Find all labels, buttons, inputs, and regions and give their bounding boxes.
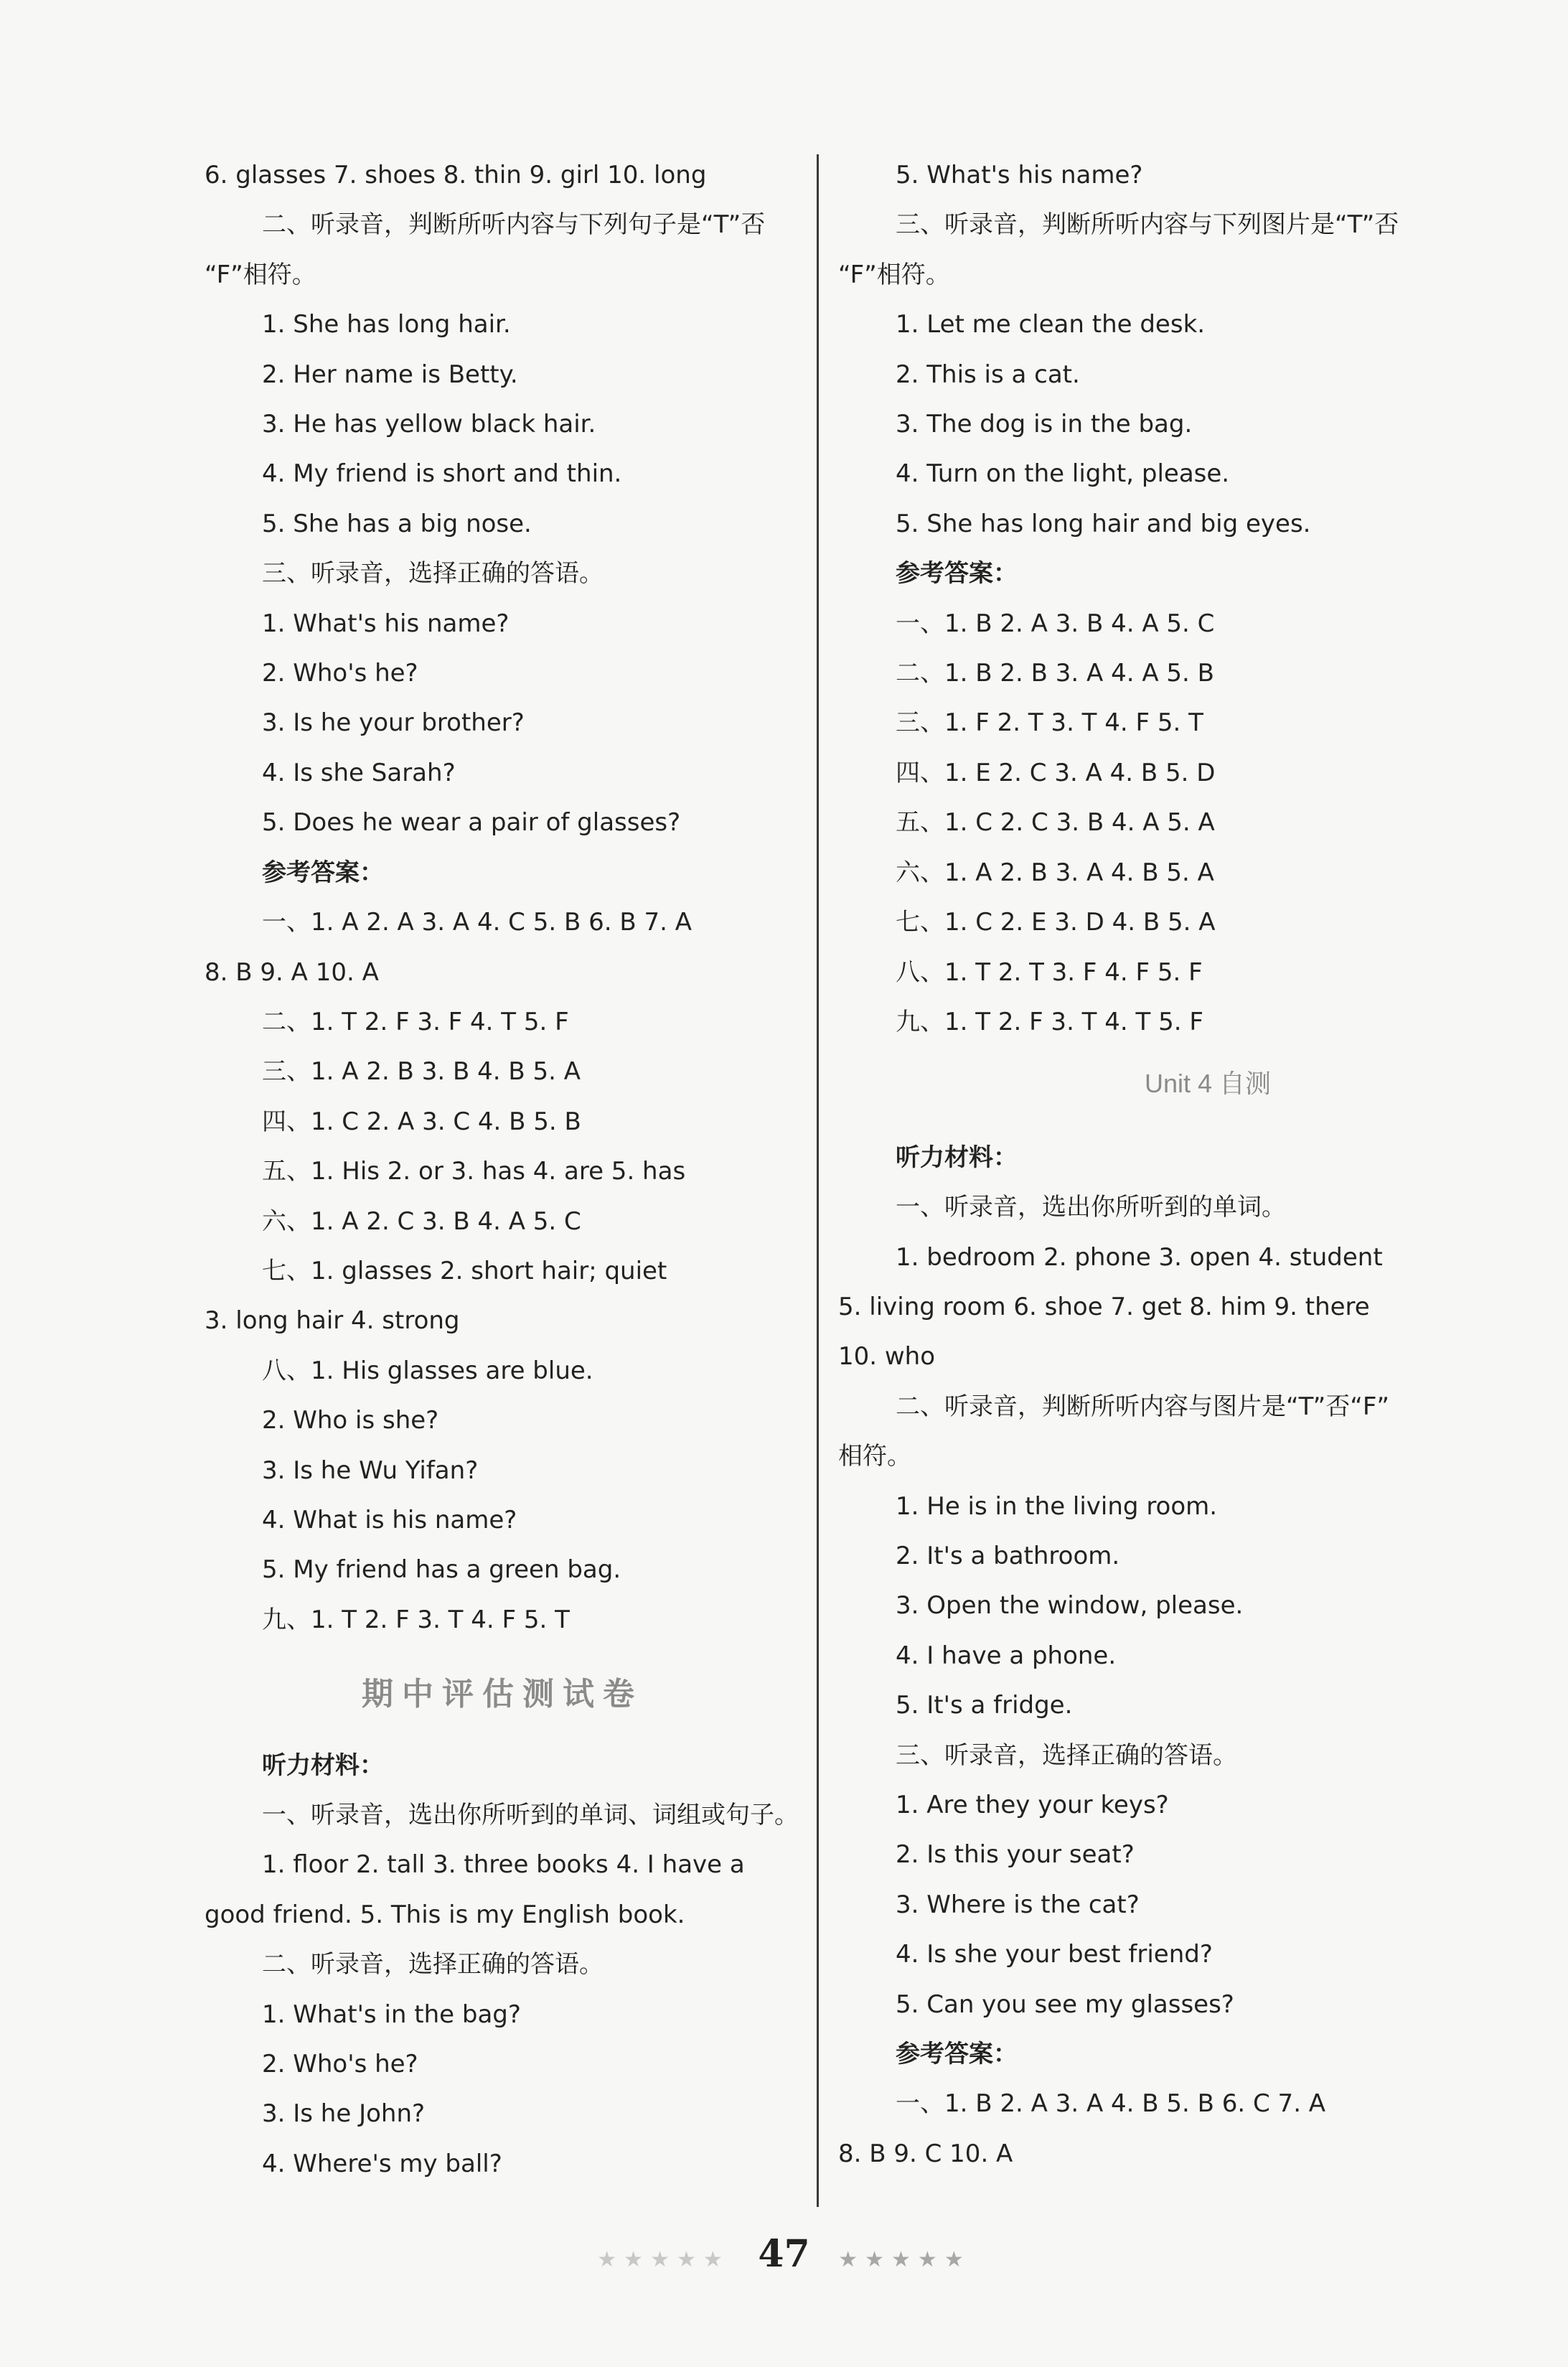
- answer-line: 3. long hair 4. strong: [205, 1306, 460, 1336]
- text-line: 4. Is she Sarah?: [262, 758, 456, 787]
- text-line: 3. The dog is in the bag.: [896, 410, 1193, 439]
- answer-line: 4. What is his name?: [262, 1505, 517, 1534]
- right-column: [838, 151, 1434, 2179]
- answer-line: 8. B 9. C 10. A: [838, 2139, 1013, 2168]
- answer-line: 二、1. B 2. B 3. A 4. A 5. B: [896, 659, 1214, 688]
- text-line: 一、听录音，选出你所听到的单词。: [896, 1193, 1286, 1222]
- text-line: 2. Who's he?: [262, 659, 418, 688]
- answer-line: 六、1. A 2. C 3. B 4. A 5. C: [262, 1206, 581, 1236]
- listening-heading: 听力材料：: [896, 1143, 1018, 1172]
- answer-heading: 参考答案：: [896, 2040, 1018, 2069]
- text-line: 相符。: [838, 1442, 911, 1471]
- section-title: 期中评估测试卷: [362, 1676, 643, 1713]
- text-line: 1. She has long hair.: [262, 310, 511, 339]
- text-line: 2. Her name is Betty.: [262, 360, 518, 389]
- answer-line: 5. My friend has a green bag.: [262, 1555, 621, 1585]
- text-line: 三、听录音，选择正确的答语。: [896, 1740, 1237, 1770]
- text-line: 1. What's his name?: [262, 609, 510, 638]
- text-line: 二、听录音，判断所听内容与图片是“T”否“F”: [896, 1392, 1390, 1421]
- text-line: 三、听录音，选择正确的答语。: [262, 559, 604, 589]
- text-line: 1. floor 2. tall 3. three books 4. I have a: [262, 1850, 745, 1880]
- answer-line: 二、1. T 2. F 3. F 4. T 5. F: [262, 1007, 569, 1036]
- text-line: “F”相符。: [205, 260, 316, 289]
- text-line: 二、听录音，选择正确的答语。: [262, 1950, 604, 1979]
- text-line: 4. Where's my ball?: [262, 2149, 502, 2178]
- answer-line: 四、1. E 2. C 3. A 4. B 5. D: [896, 758, 1216, 787]
- text-line: 2. Is this your seat?: [896, 1840, 1135, 1870]
- text-line: 二、听录音，判断所听内容与下列句子是“T”否: [262, 210, 766, 240]
- answer-line: 一、1. A 2. A 3. A 4. C 5. B 6. B 7. A: [262, 908, 693, 937]
- text-line: 5. living room 6. shoe 7. get 8. him 9. there: [838, 1292, 1370, 1321]
- text-line: 一、听录音，选出你所听到的单词、词组或句子。: [262, 1801, 799, 1829]
- page-footer: [0, 2232, 1568, 2276]
- answer-line: 八、1. His glasses are blue.: [262, 1356, 593, 1385]
- page-number: 47: [758, 2232, 810, 2276]
- text-line: good friend. 5. This is my English book.: [205, 1900, 685, 1929]
- answer-line: 一、1. B 2. A 3. A 4. B 5. B 6. C 7. A: [896, 2089, 1326, 2119]
- text-line: 3. Is he John?: [262, 2099, 426, 2129]
- text-line: 1. He is in the living room.: [896, 1491, 1218, 1521]
- answer-line: 五、1. His 2. or 3. has 4. are 5. has: [262, 1157, 686, 1186]
- unit-title: Unit 4 自测: [1144, 1069, 1272, 1099]
- text-line: 1. bedroom 2. phone 3. open 4. student: [896, 1242, 1383, 1272]
- text-line: 2. It's a bathroom.: [896, 1541, 1120, 1570]
- text-line: 3. Open the window, please.: [896, 1591, 1244, 1621]
- text-line: 10. who: [838, 1342, 936, 1372]
- text-line: 5. What's his name?: [896, 161, 1143, 189]
- answer-line: 三、1. A 2. B 3. B 4. B 5. A: [262, 1057, 581, 1087]
- star-icon-row-left: ★★★★★: [597, 2247, 730, 2272]
- answer-line: 九、1. T 2. F 3. T 4. T 5. F: [896, 1007, 1203, 1036]
- answer-heading: 参考答案：: [262, 858, 384, 887]
- text-line: 1. What's in the bag?: [262, 2000, 521, 2029]
- answer-line: 8. B 9. A 10. A: [205, 957, 379, 987]
- text-line: 1. Are they your keys?: [896, 1791, 1169, 1819]
- text-line: 6. glasses 7. shoes 8. thin 9. girl 10. long: [205, 161, 707, 189]
- answer-line: 一、1. B 2. A 3. B 4. A 5. C: [896, 609, 1215, 638]
- left-column: [205, 151, 800, 2189]
- answer-line: 九、1. T 2. F 3. T 4. F 5. T: [262, 1605, 570, 1634]
- text-line: 5. She has a big nose.: [262, 509, 532, 538]
- answer-line: 四、1. C 2. A 3. C 4. B 5. B: [262, 1107, 581, 1136]
- text-line: 2. Who's he?: [262, 2050, 418, 2079]
- text-line: “F”相符。: [838, 260, 950, 289]
- text-line: 1. Let me clean the desk.: [896, 310, 1206, 339]
- column-divider: [817, 154, 819, 2207]
- text-line: 2. This is a cat.: [896, 360, 1080, 389]
- answer-line: 八、1. T 2. T 3. F 4. F 5. F: [896, 957, 1203, 987]
- text-line: 4. Is she your best friend?: [896, 1940, 1213, 1969]
- answer-line: 3. Is he Wu Yifan?: [262, 1456, 479, 1485]
- answer-heading: 参考答案：: [896, 559, 1018, 589]
- answer-line: 2. Who is she?: [262, 1406, 439, 1435]
- text-line: 4. Turn on the light, please.: [896, 459, 1230, 489]
- text-line: 3. Is he your brother?: [262, 708, 525, 738]
- answer-line: 七、1. glasses 2. short hair; quiet: [262, 1256, 667, 1285]
- answer-line: 五、1. C 2. C 3. B 4. A 5. A: [896, 808, 1215, 838]
- text-line: 三、听录音，判断所听内容与下列图片是“T”否: [896, 210, 1399, 240]
- text-line: 5. She has long hair and big eyes.: [896, 509, 1311, 538]
- answer-line: 三、1. F 2. T 3. T 4. F 5. T: [896, 708, 1203, 738]
- text-line: 5. Does he wear a pair of glasses?: [262, 808, 681, 838]
- text-line: 3. Where is the cat?: [896, 1890, 1140, 1919]
- answer-line: 六、1. A 2. B 3. A 4. B 5. A: [896, 858, 1214, 887]
- text-line: 3. He has yellow black hair.: [262, 410, 596, 439]
- text-line: 5. Can you see my glasses?: [896, 1989, 1234, 2019]
- text-line: 5. It's a fridge.: [896, 1691, 1073, 1720]
- text-line: 4. My friend is short and thin.: [262, 459, 622, 489]
- star-icon-row-right: ★★★★★: [838, 2247, 971, 2272]
- listening-heading: 听力材料：: [262, 1750, 384, 1780]
- answer-line: 七、1. C 2. E 3. D 4. B 5. A: [896, 908, 1216, 937]
- text-line: 4. I have a phone.: [896, 1641, 1117, 1670]
